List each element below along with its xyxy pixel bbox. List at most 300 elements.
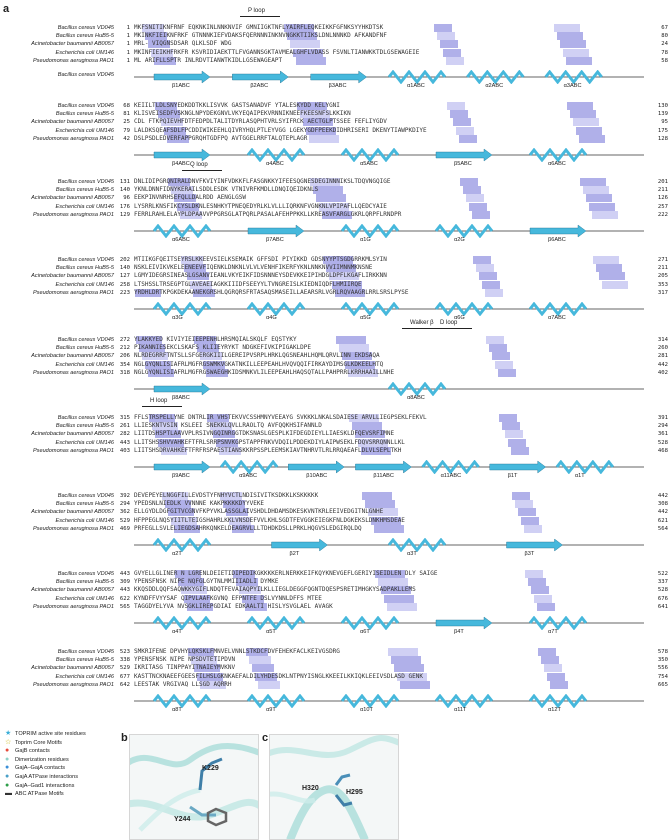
legend-label: GajA–GajA contacts	[15, 765, 66, 772]
structure-panel-b	[129, 734, 259, 840]
residue-end-number: 621	[657, 517, 668, 524]
residue-end-number: 211	[657, 187, 668, 194]
conservation-highlight	[554, 24, 580, 32]
beta-strand-arrow	[248, 225, 304, 237]
sequence-text: ELLGYDLDGFGITVCGNVFKPYVKLASSGLAIVSHDLDHDAMSDKESKVNTKRLEEIVEDGITNLGNHE	[134, 508, 384, 516]
beta-strand-arrow	[355, 461, 411, 473]
abc-motif-label: Walker β	[410, 320, 434, 326]
secondary-structure-track	[134, 694, 644, 708]
conservation-highlight	[362, 492, 392, 500]
secondary-structure-label: α6G	[454, 315, 465, 321]
conservation-highlight	[495, 361, 513, 369]
conservation-highlight	[586, 194, 612, 202]
secondary-structure-label: β1ABC	[172, 83, 190, 89]
species-name: Bacillus cereus HuB5-5	[55, 579, 114, 586]
beta-strand-arrow	[288, 461, 344, 473]
alignment-row	[0, 586, 670, 594]
conservation-highlight	[489, 344, 507, 352]
residue-start-number: 523	[119, 649, 130, 655]
residue-start-number: 294	[119, 501, 130, 508]
beta-strand-arrow	[436, 617, 492, 629]
sequence-line	[134, 186, 644, 194]
secondary-structure-label: α11ABC	[440, 473, 462, 479]
residue-start-number: 403	[119, 447, 130, 454]
species-name: Bacillus cereus HuB5-5	[55, 345, 114, 352]
residue-label-h320: H320	[302, 785, 319, 792]
secondary-structure-label: α2T	[172, 551, 182, 557]
residue-end-number: 222	[657, 211, 668, 218]
residue-end-number: 442	[657, 361, 668, 368]
conservation-highlight	[473, 256, 491, 264]
conservation-highlight	[498, 369, 516, 377]
residue-start-number: 176	[119, 203, 130, 210]
species-name: Escherichia coli UM146	[55, 127, 114, 134]
secondary-structure-label: α2G	[454, 237, 465, 243]
alignment-row	[0, 648, 670, 656]
residue-end-number: 361	[657, 431, 668, 438]
species-name: Bacillus cereus VD045	[57, 337, 114, 343]
residue-start-number: 469	[119, 525, 130, 532]
residue-end-number: 754	[657, 673, 668, 680]
secondary-structure-label: β2ABC	[250, 83, 269, 89]
sequence-line	[134, 648, 644, 656]
sequence-text: LALDKSQEAFSDLFPCDDIWIKEEHLQIVRYHQLPTLEYVGG LGEKYGDFPEEKDIDHRISERI DKENYTIAWPKDIYE	[134, 126, 427, 134]
secondary-structure-label: α8ABC	[407, 395, 425, 401]
alignment-block	[0, 322, 670, 400]
secondary-structure-label: α1G	[360, 237, 371, 243]
sequence-line	[134, 414, 644, 422]
sequence-line	[134, 603, 644, 611]
species-name: Pseudomonas aeruginosa PAO1	[32, 57, 114, 64]
residue-start-number: 354	[119, 361, 130, 368]
residue-start-number: 1	[126, 49, 130, 56]
residue-start-number: 338	[119, 657, 130, 664]
residue-end-number: 201	[657, 179, 668, 185]
alignment-row	[0, 281, 670, 289]
alignment-block	[0, 400, 670, 478]
conservation-highlight	[599, 272, 625, 280]
alignment-row	[0, 492, 670, 500]
sequence-line	[134, 203, 644, 211]
conservation-highlight	[524, 525, 542, 533]
conservation-highlight	[541, 656, 559, 664]
panel-b-letter: b	[121, 732, 128, 744]
species-name: Escherichia coli UM146	[55, 281, 114, 288]
conservation-highlight	[492, 352, 510, 360]
abc-motif-label: D loop	[440, 320, 458, 326]
alignment-row	[0, 24, 670, 32]
conservation-highlight	[544, 664, 562, 672]
conservation-highlight	[339, 344, 369, 352]
legend-marker-icon: ●	[5, 747, 10, 755]
conservation-highlight	[550, 681, 568, 689]
alignment-row	[0, 102, 670, 110]
residue-end-number: 350	[657, 657, 668, 664]
conservation-highlight	[384, 595, 414, 603]
conservation-highlight	[352, 422, 382, 430]
conservation-highlight	[394, 664, 424, 672]
alignment-row	[0, 344, 670, 352]
conservation-highlight	[560, 40, 586, 48]
secondary-structure-label: α5ABC	[360, 161, 378, 167]
residue-start-number: 212	[119, 345, 130, 352]
sequence-text: YPENSFNSK NIPE NQFGLGYTNLMMIIIADLI DYMKE	[134, 578, 279, 586]
residue-start-number: 529	[119, 517, 130, 524]
species-name: Acinetobacter baumannii AB0057	[31, 353, 114, 360]
residue-start-number: 565	[119, 603, 130, 610]
beta-strand-arrow	[530, 225, 586, 237]
legend-item	[4, 764, 124, 773]
sequence-line	[134, 656, 644, 664]
residue-start-number: 223	[119, 289, 130, 296]
sequence-text: PRFEGLLSVLELIEGDSAHRKQNKELDEAGRVLLLTDHDKDSLLPRKLHQGVSLEDGIRQLDQ	[134, 524, 362, 532]
beta-strand-arrow	[154, 149, 210, 161]
conservation-highlight	[443, 49, 461, 57]
sequence-line	[134, 500, 644, 508]
beta-strand-arrow	[507, 539, 563, 551]
sequence-text: KLISVEISEDFVSKNGLNPYDEKGNVLVKYEQAIPEKVRNNIKNEEFKEESNFSLKKIKN	[134, 110, 351, 118]
alignment-row	[0, 517, 670, 525]
species-name: Bacillus cereus VD045	[57, 571, 114, 577]
sequence-text: IKRITASG TINPPAYITNAIEYMVKNV	[134, 664, 236, 672]
species-name: Bacillus cereus VD045	[57, 649, 114, 655]
legend-marker-icon: ★	[5, 730, 12, 737]
alignment-row	[0, 578, 670, 586]
structure-reference-species: Bacillus cereus VD045	[57, 72, 114, 78]
residue-start-number: 309	[119, 579, 130, 586]
species-name: Escherichia coli UM146	[55, 517, 114, 524]
conservation-highlight	[511, 447, 529, 455]
sequence-text: MTIIKGFQEITSEYRSLKKEEVSIELKSEMAIK GFFSDI PIYIKKD GDSNYYPTSGDGRRKMLSYIN	[134, 256, 387, 263]
sequence-line	[134, 369, 644, 377]
sequence-line	[134, 517, 644, 525]
sequence-line	[134, 102, 644, 110]
sequence-line	[134, 664, 644, 672]
sequence-text: DEVEPEYELNGGFILLEVDSTYFNHYVCTLNDISIVITKSDKKLKSKKKKK	[134, 492, 319, 499]
conservation-highlight	[589, 203, 615, 211]
residue-end-number: 556	[657, 665, 668, 672]
residue-end-number: 294	[657, 423, 668, 430]
residue-start-number: 131	[119, 179, 130, 185]
species-name: Bacillus cereus HuB5-5	[55, 657, 114, 664]
species-name: Acinetobacter baumannii AB0057	[31, 41, 114, 48]
species-name: Bacillus cereus VD045	[57, 493, 114, 499]
secondary-structure-label: β2T	[289, 551, 300, 557]
sequence-text: NLRDEGRRFTNTSLLSFGERGKIIILGEREIPVSRPLHRKLQGSNEAHLHQMLQRVLINN EKDSAQA	[134, 352, 380, 360]
sequence-line	[134, 578, 644, 586]
conservation-highlight	[580, 178, 606, 186]
residue-end-number: 211	[657, 265, 668, 272]
residue-end-number: 665	[657, 681, 668, 688]
residue-end-number: 78	[661, 49, 668, 56]
residue-start-number: 140	[119, 265, 130, 272]
sequence-text: DSLPSDLEDVERFAPPGRQHTGDFPQ AVTGGELRRFTALQTEPLAGR	[134, 134, 308, 142]
residue-start-number: 622	[119, 595, 130, 602]
secondary-structure-label: β3T	[524, 551, 535, 557]
alignment-row	[0, 656, 670, 664]
residue-end-number: 522	[657, 571, 668, 577]
sequence-line	[134, 595, 644, 603]
secondary-structure-lane	[134, 301, 644, 323]
residue-end-number: 442	[657, 493, 668, 499]
sequence-text: MKINKFIEIKNFRKF GTNNNKIEFVDAKSFQERNNNINKNVNGKKTIIKSLDNLNNNKD AFKANDFNF	[134, 32, 387, 40]
residue-end-number: 402	[657, 369, 668, 376]
residue-start-number: 443	[119, 587, 130, 594]
species-name: Bacillus cereus HuB5-5	[55, 501, 114, 508]
residue-end-number: 641	[657, 603, 668, 610]
residue-start-number: 272	[119, 337, 130, 343]
residue-start-number: 1	[126, 25, 130, 31]
sequence-text: TAGGDYELYVA NVSGKLIREPGDIAI EDKAALTI HISLYSVGLAEL AVAGK	[134, 602, 333, 610]
sequence-line	[134, 49, 644, 57]
residue-start-number: 206	[119, 353, 130, 360]
residue-end-number: 314	[657, 337, 668, 343]
legend-label: TOPRIM active site residues	[15, 731, 86, 737]
conservation-highlight	[505, 430, 523, 438]
secondary-structure-label: α3G	[172, 315, 183, 321]
conservation-highlight	[316, 194, 346, 202]
residue-end-number: 130	[657, 103, 668, 109]
conservation-highlight	[538, 648, 556, 656]
secondary-structure-label: β4T	[454, 629, 464, 635]
alignment-row	[0, 178, 670, 186]
residue-end-number: 139	[657, 111, 668, 118]
residue-start-number: 677	[119, 673, 130, 680]
alignment-row	[0, 110, 670, 118]
alignment-row	[0, 194, 670, 202]
secondary-structure-label: α6ABC	[548, 161, 566, 167]
legend-item	[4, 756, 124, 765]
conservation-highlight	[521, 517, 539, 525]
sequence-text: MRL- VIQGNSDSAR QLKLSDF WDG	[134, 40, 232, 48]
conservation-highlight	[459, 135, 477, 143]
species-name: Pseudomonas aeruginosa PAO1	[32, 135, 114, 142]
conservation-highlight	[593, 256, 619, 264]
conservation-highlight	[531, 586, 549, 594]
alignment-block	[0, 634, 670, 712]
sequence-line	[134, 24, 644, 32]
residue-start-number: 42	[123, 135, 130, 142]
alignment-row	[0, 352, 670, 360]
secondary-structure-label: β3ABC	[328, 83, 347, 89]
species-name: Escherichia coli UM146	[55, 439, 114, 446]
alignment-row	[0, 681, 670, 689]
alignment-row	[0, 525, 670, 533]
alignment-row	[0, 500, 670, 508]
legend-item	[4, 782, 124, 791]
secondary-structure-label: α4T	[172, 629, 182, 635]
conservation-highlight	[479, 272, 497, 280]
residue-end-number: 353	[657, 281, 668, 288]
conservation-highlight	[528, 578, 546, 586]
residue-start-number: 315	[119, 415, 130, 421]
secondary-structure-label: β6ABC	[548, 237, 566, 243]
residue-end-number: 260	[657, 345, 668, 352]
conservation-highlight	[440, 40, 458, 48]
sequence-text: LLIESKNTVSIN KSLEEI SNEKKLQVLLRAOLTQ AVFQQKHSIFANNLD	[134, 422, 322, 430]
species-name: Pseudomonas aeruginosa PAO1	[32, 603, 114, 610]
residue-start-number: 81	[123, 111, 130, 118]
alignment-block	[0, 556, 670, 634]
conservation-highlight	[573, 118, 599, 126]
alignment-row	[0, 272, 670, 280]
residue-end-number: 271	[657, 257, 668, 263]
alignment-row	[0, 127, 670, 135]
abc-motif-label: Q loop	[190, 162, 208, 168]
legend-label: Dimerization residues	[15, 756, 69, 763]
conservation-highlight	[592, 211, 618, 219]
secondary-structure-label: α7ABC	[548, 315, 566, 321]
sequence-line	[134, 430, 644, 438]
alignment-row	[0, 135, 670, 143]
sequence-line	[134, 57, 644, 65]
sequence-text: LLITSHSSHVVAHKEFTFRLSRRPSNVKGPSTAPPFNKVVDQILPDDEKDIYLAIPWSEKLFDQVSRRQNNLLKL	[134, 438, 405, 446]
abc-motif-label: H loop	[150, 398, 168, 404]
residue-end-number: 58	[661, 57, 668, 64]
conservation-highlight	[469, 203, 487, 211]
legend-marker-icon: ▬	[5, 790, 12, 798]
alignment-block	[0, 242, 670, 320]
secondary-structure-label: α1ABC	[407, 83, 425, 89]
conservation-highlight	[391, 656, 421, 664]
species-name: Bacillus cereus VD045	[57, 415, 114, 421]
species-name: Bacillus cereus HuB5-5	[55, 111, 114, 118]
residue-end-number: 128	[657, 135, 668, 142]
conservation-highlight	[374, 525, 404, 533]
sequence-text: NGLGYQNLISIAFRLMGFRGSWAEGHKIDSMNKVLILEEPEAHLHAQSQTALLPAHPRRLKRRHAAILLNHE	[134, 368, 395, 376]
panel-c-letter: c	[262, 732, 269, 744]
sequence-text: KEIILTLDLSNYEDKDDTKKLISVVK GASTSANADVF YTALESKYDD KELYGNI	[134, 102, 340, 109]
alignment-row	[0, 414, 670, 422]
beta-strand-arrow	[272, 539, 328, 551]
sequence-text: LTSHSSLTRSEGPTGLAVEAEIAGKKIIIDFSEEYYLTVNGREISLKIEDNIQDFLHMIIRQE	[134, 280, 362, 288]
sequence-line	[134, 135, 644, 143]
sequence-text: PIKANNIESEKCLSKAFS KLIIEYRYKT NDGKEFIVKIPIGAKLDPE	[134, 344, 312, 352]
residue-start-number: 258	[119, 281, 130, 288]
alignment-row	[0, 673, 670, 681]
residue-start-number: 1	[126, 41, 130, 48]
species-name: Acinetobacter baumannii AB0057	[31, 273, 114, 280]
conservation-highlight	[447, 102, 465, 110]
legend-item	[4, 790, 124, 799]
conservation-highlight	[450, 110, 468, 118]
secondary-structure-label: α5T	[266, 629, 276, 635]
conservation-highlight	[515, 500, 533, 508]
conservation-highlight	[466, 194, 484, 202]
abc-motif-bar	[432, 328, 472, 329]
conservation-highlight	[290, 40, 320, 48]
residue-end-number: 528	[657, 587, 668, 594]
conservation-highlight	[570, 110, 596, 118]
alignment-row	[0, 369, 670, 377]
sequence-line	[134, 289, 644, 297]
residue-end-number: 257	[657, 203, 668, 210]
residue-end-number: 317	[657, 289, 668, 296]
conservation-highlight	[499, 414, 517, 422]
secondary-structure-track	[134, 382, 644, 396]
conservation-highlight	[434, 24, 452, 32]
alignment-block	[0, 88, 670, 166]
conservation-highlight	[446, 57, 464, 65]
residue-end-number: 175	[657, 127, 668, 134]
sequence-text: KKQSDDLQQFSAQWKKYGIFLNDQTFEVAIAQPYILKLLIEGLDEGGFQGNTDQESPSRETIMHGKYSADPAKLLEMS	[134, 586, 416, 594]
conservation-highlight	[566, 57, 592, 65]
sequence-line	[134, 422, 644, 430]
sequence-text: YRDHLDRTKPGKDEKAANEKGRSHLQGRQRSFRTASAQSMASEILLAEARSRLVGRLRQVAAGRLRRLSRSLPYSE	[134, 288, 409, 296]
residue-label-y244: Y244	[174, 816, 191, 823]
residue-end-number: 676	[657, 595, 668, 602]
conservation-highlight	[476, 264, 494, 272]
sequence-line	[134, 570, 644, 578]
legend-label: GajB contacts	[15, 748, 50, 755]
residue-end-number: 205	[657, 273, 668, 280]
sequence-text: NGLGYQNLISIAFRLMGFRGSWMKVGKATNKILLEEPEAHLHVQVQQIFIRKAYDIMSGLKDKEELHTQ	[134, 360, 384, 368]
alignment-row	[0, 264, 670, 272]
alignment-row	[0, 211, 670, 219]
alignment-row	[0, 289, 670, 297]
legend-label: GajA ATPase interactions	[15, 773, 79, 780]
alignment-row	[0, 256, 670, 264]
alignment-block	[0, 10, 670, 88]
sequence-text: YLAKKYED KIVIYIEIEEPENHLHRSMQIALSKQLF EQSTYKY	[134, 336, 297, 343]
secondary-structure-label: β11ABC	[373, 473, 394, 479]
conservation-highlight	[512, 492, 530, 500]
sequence-line	[134, 492, 644, 500]
alignment-row	[0, 186, 670, 194]
residue-start-number: 1	[126, 57, 130, 64]
species-name: Escherichia coli UM146	[55, 361, 114, 368]
conservation-highlight	[518, 508, 536, 516]
abc-motif-label: P loop	[248, 8, 265, 14]
species-name: Pseudomonas aeruginosa PAO1	[32, 369, 114, 376]
alignment-row	[0, 336, 670, 344]
species-name: Bacillus cereus HuB5-5	[55, 33, 114, 40]
alignment-row	[0, 203, 670, 211]
sequence-line	[134, 439, 644, 447]
secondary-structure-label: α1T	[574, 473, 585, 479]
sequence-text: YPEDSNLNIEDLK VVNNNE KAKPKKKKDYYVEKE	[134, 500, 265, 508]
residue-end-number: 528	[657, 439, 668, 446]
alignment-row	[0, 570, 670, 578]
structure-b-illustration	[130, 735, 258, 839]
residue-start-number: 1	[126, 33, 130, 40]
species-name: Bacillus cereus HuB5-5	[55, 423, 114, 430]
beta-strand-arrow	[154, 383, 210, 395]
abc-motif-bar	[142, 406, 182, 407]
species-name: Acinetobacter baumannii AB0057	[31, 195, 114, 202]
abc-motif-bar	[240, 16, 280, 17]
residue-label-h295: H295	[346, 789, 363, 796]
legend-marker-icon: ●	[5, 772, 10, 780]
alignment-row	[0, 508, 670, 516]
secondary-structure-label: α10T	[360, 707, 373, 713]
sequence-text: SMKRIFENE DPVHYLQKSKLFMNVELVNNLSTKDCFDVFEHEKFACLKEIVGSDRG	[134, 648, 340, 655]
sequence-line	[134, 681, 644, 689]
conservation-highlight	[437, 32, 455, 40]
legend-marker-icon: ●	[5, 764, 10, 772]
legend	[4, 730, 124, 799]
beta-strand-arrow	[154, 71, 210, 83]
species-name: Pseudomonas aeruginosa PAO1	[32, 211, 114, 218]
residue-end-number: 95	[661, 119, 668, 126]
legend-label: Toprim Core Motifs	[15, 739, 62, 746]
conservation-highlight	[388, 648, 418, 656]
legend-marker-icon: ●	[5, 755, 10, 763]
conservation-highlight	[557, 32, 583, 40]
structure-panel-c	[269, 734, 399, 840]
secondary-structure-label: α3ABC	[563, 83, 582, 89]
sequence-line	[134, 281, 644, 289]
